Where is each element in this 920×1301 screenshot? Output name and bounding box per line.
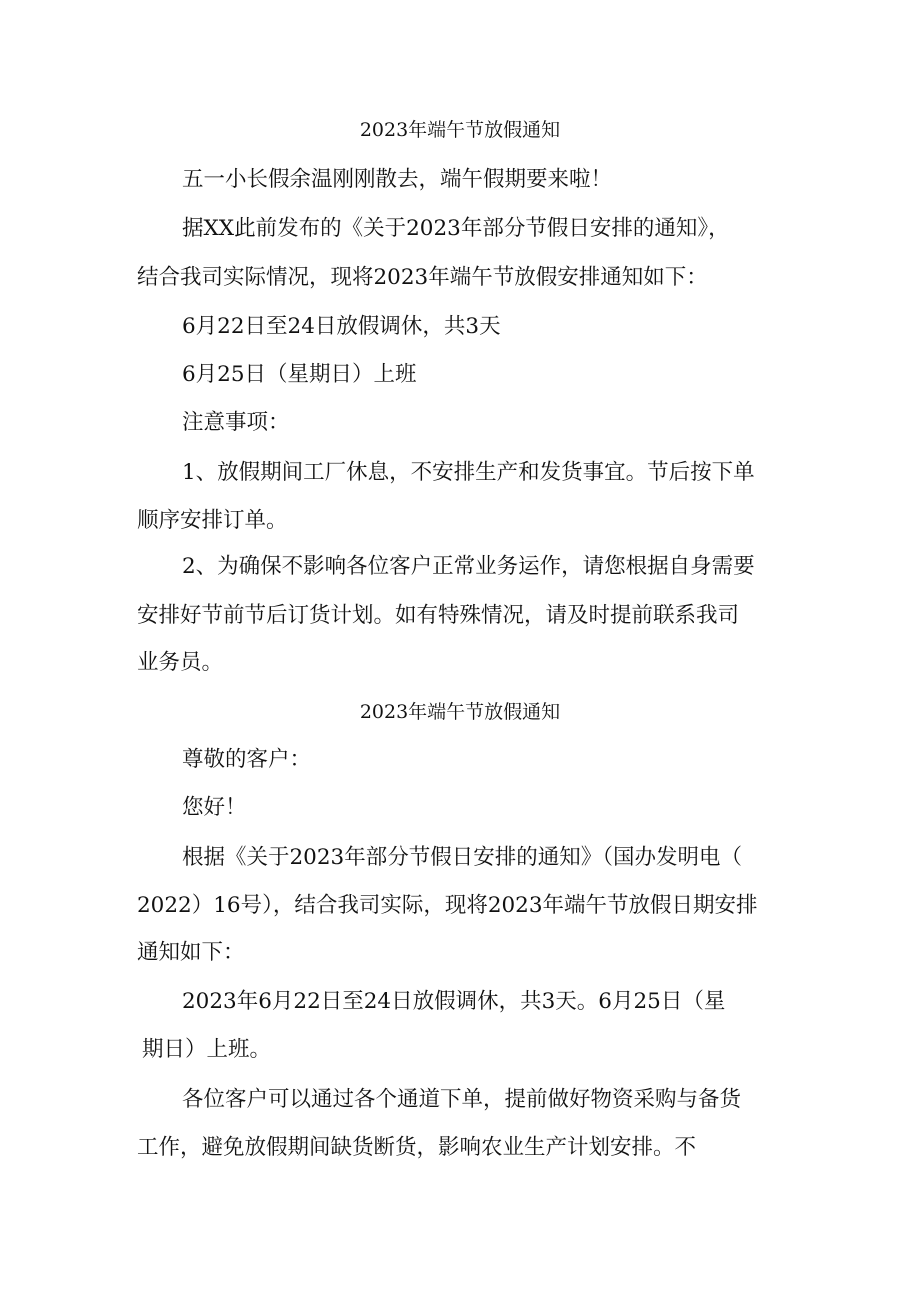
paragraph-line: 通知如下： <box>137 940 245 965</box>
paragraph-line: 您好！ <box>182 795 247 820</box>
paragraph-line: 结合我司实际情况，现将2023年端午节放假安排通知如下： <box>137 265 708 290</box>
paragraph-line: 据XX此前发布的《关于2023年部分节假日安排的通知》， <box>182 216 730 241</box>
paragraph-line: 各位客户可以通过各个通道下单，提前做好物资采购与备货 <box>182 1087 742 1112</box>
paragraph-line: 2022）16号），结合我司实际，现将2023年端午节放假日期安排 <box>137 893 758 918</box>
paragraph-line: 工作，避免放假期间缺货断货，影响农业生产计划安排。不 <box>137 1135 697 1160</box>
paragraph-line: 根据《关于2023年部分节假日安排的通知》（国办发明电（ <box>182 845 742 870</box>
paragraph-line: 尊敬的客户： <box>182 747 312 772</box>
paragraph-line: 2、为确保不影响各位客户正常业务运作，请您根据自身需要 <box>182 554 755 579</box>
paragraph-line: 注意事项： <box>182 410 290 435</box>
notice-title: 2023年端午节放假通知 <box>359 119 561 141</box>
paragraph-line: 6月22日至24日放假调休，共3天 <box>182 314 501 339</box>
paragraph-line: 6月25日（星期日）上班 <box>182 362 417 387</box>
paragraph-line: 顺序安排订单。 <box>137 508 288 533</box>
paragraph-line: 业务员。 <box>137 650 224 675</box>
notice-title: 2023年端午节放假通知 <box>359 701 561 723</box>
paragraph-line: 2023年6月22日至24日放假调休，共3天。6月25日（星 <box>182 989 726 1014</box>
paragraph-line: 安排好节前节后订货计划。如有特殊情况，请及时提前联系我司 <box>137 603 740 628</box>
paragraph-line: 五一小长假余温刚刚散去，端午假期要来啦！ <box>182 167 613 192</box>
paragraph-line: 期日）上班。 <box>142 1037 272 1062</box>
paragraph-line: 1、放假期间工厂休息，不安排生产和发货事宜。节后按下单 <box>182 460 755 485</box>
